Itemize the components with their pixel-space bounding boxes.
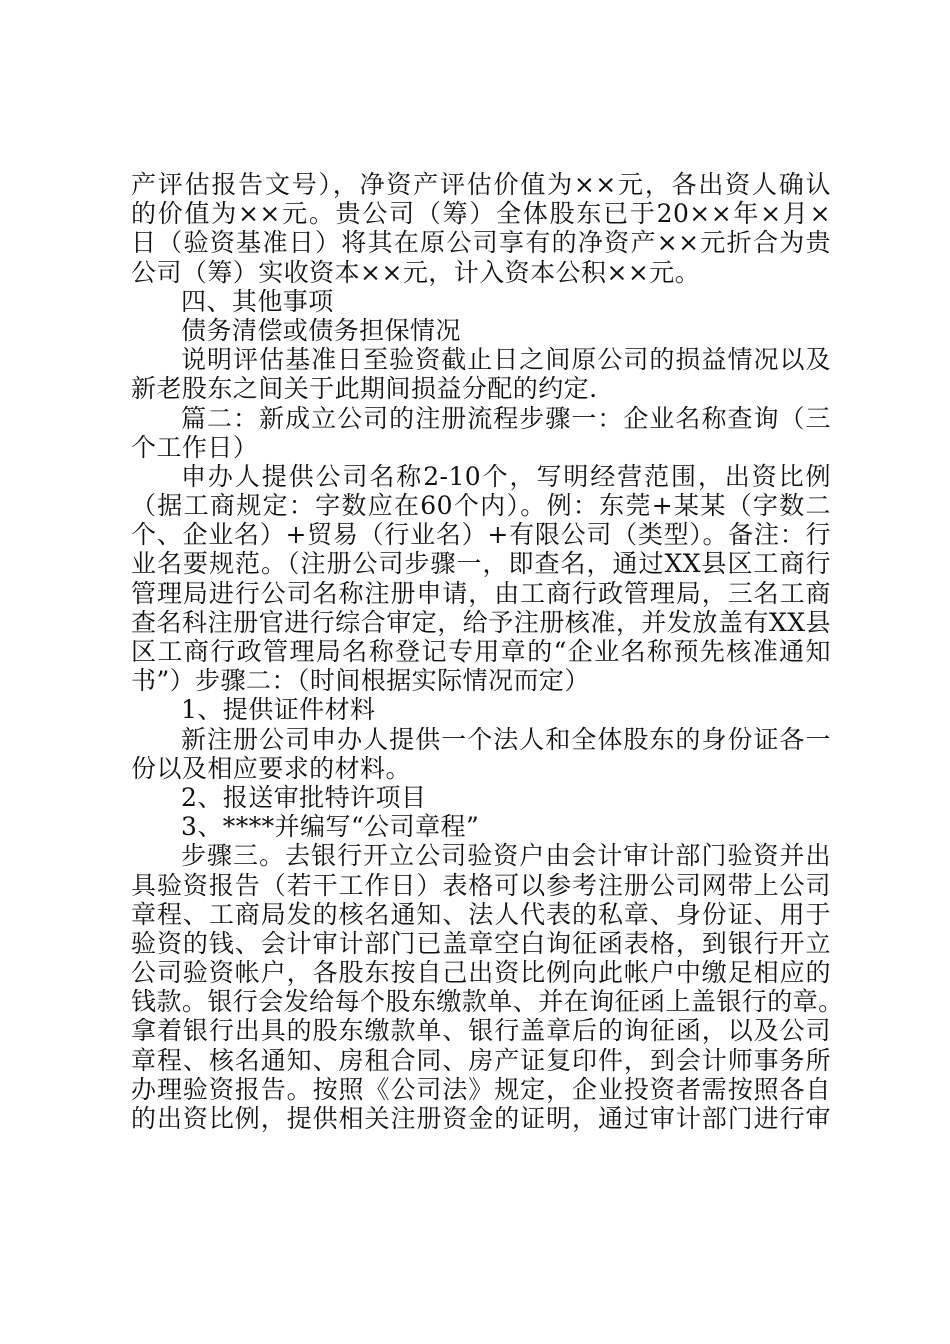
text-line: （据工商规定：字数应在60个内）。例：东莞+某某（字数二 [131,491,831,521]
text-line: 3、****并编写“公司章程” [181,812,480,842]
text-line: 四、其他事项 [181,286,334,316]
text-line: 章程、工商局发的核名通知、法人代表的私章、身份证、用于 [131,899,831,929]
text-line: 的出资比例，提供相关注册资金的证明，通过审计部门进行审 [131,1104,831,1133]
text-line: 1、提供证件材料 [181,695,376,725]
text-line: 个工作日） [131,432,259,462]
text-line: 步骤三。去银行开立公司验资户由会计审计部门验资并出 [181,841,831,871]
text-line: 具验资报告（若干工作日）表格可以参考注册公司网带上公司 [131,870,831,900]
text-line: 2、报送审批特许项目 [181,782,427,812]
text-line: 拿着银行出具的股东缴款单、银行盖章后的询征函，以及公司 [131,1016,831,1046]
text-line: 个、企业名）+贸易（行业名）+有限公司（类型）。备注：行 [131,520,831,550]
text-line: 公司（筹）实收资本××元，计入资本公积××元。 [131,257,701,287]
text-line: 份以及相应要求的材料。 [131,753,411,783]
text-line: 业名要规范。（注册公司步骤一，即查名，通过XX县区工商行 [131,549,831,579]
text-line: 章程、核名通知、房租合同、房产证复印件，到会计师事务所 [131,1045,831,1075]
text-line: 公司验资帐户，各股东按自己出资比例向此帐户中缴足相应的 [131,958,831,988]
text-line: 书”）步骤二：（时间根据实际情况而定） [131,666,590,696]
text-line: 篇二：新成立公司的注册流程步骤一：企业名称查询（三 [181,403,831,433]
text-line: 新注册公司申办人提供一个法人和全体股东的身份证各一 [181,724,831,754]
text-line: 债务清偿或债务担保情况 [181,315,461,345]
text-line: 说明评估基准日至验资截止日之间原公司的损益情况以及 [181,345,831,375]
text-line: 日（验资基准日）将其在原公司享有的净资产××元折合为贵 [131,228,831,258]
text-line: 钱款。银行会发给每个股东缴款单、并在询征函上盖银行的章。 [131,987,844,1017]
text-line: 办理验资报告。按照《公司法》规定，企业投资者需按照各自 [131,1074,831,1104]
text-line: 管理局进行公司名称注册申请，由工商行政管理局，三名工商 [131,578,831,608]
text-line: 申办人提供公司名称2-10个，写明经营范围，出资比例 [181,461,831,491]
text-line: 产评估报告文号），净资产评估价值为××元，各出资人确认 [131,170,831,199]
text-line: 验资的钱、会计审计部门已盖章空白询征函表格，到银行开立 [131,928,831,958]
text-line: 查名科注册官进行综合审定，给予注册核准，并发放盖有XX县 [131,607,831,637]
document-body-text [131,170,844,1133]
text-line: 新老股东之间关于此期间损益分配的约定. [131,374,598,404]
text-line: 区工商行政管理局名称登记专用章的“企业名称预先核准通知 [131,637,831,666]
text-line: 的价值为××元。贵公司（筹）全体股东已于20××年×月× [131,199,831,229]
